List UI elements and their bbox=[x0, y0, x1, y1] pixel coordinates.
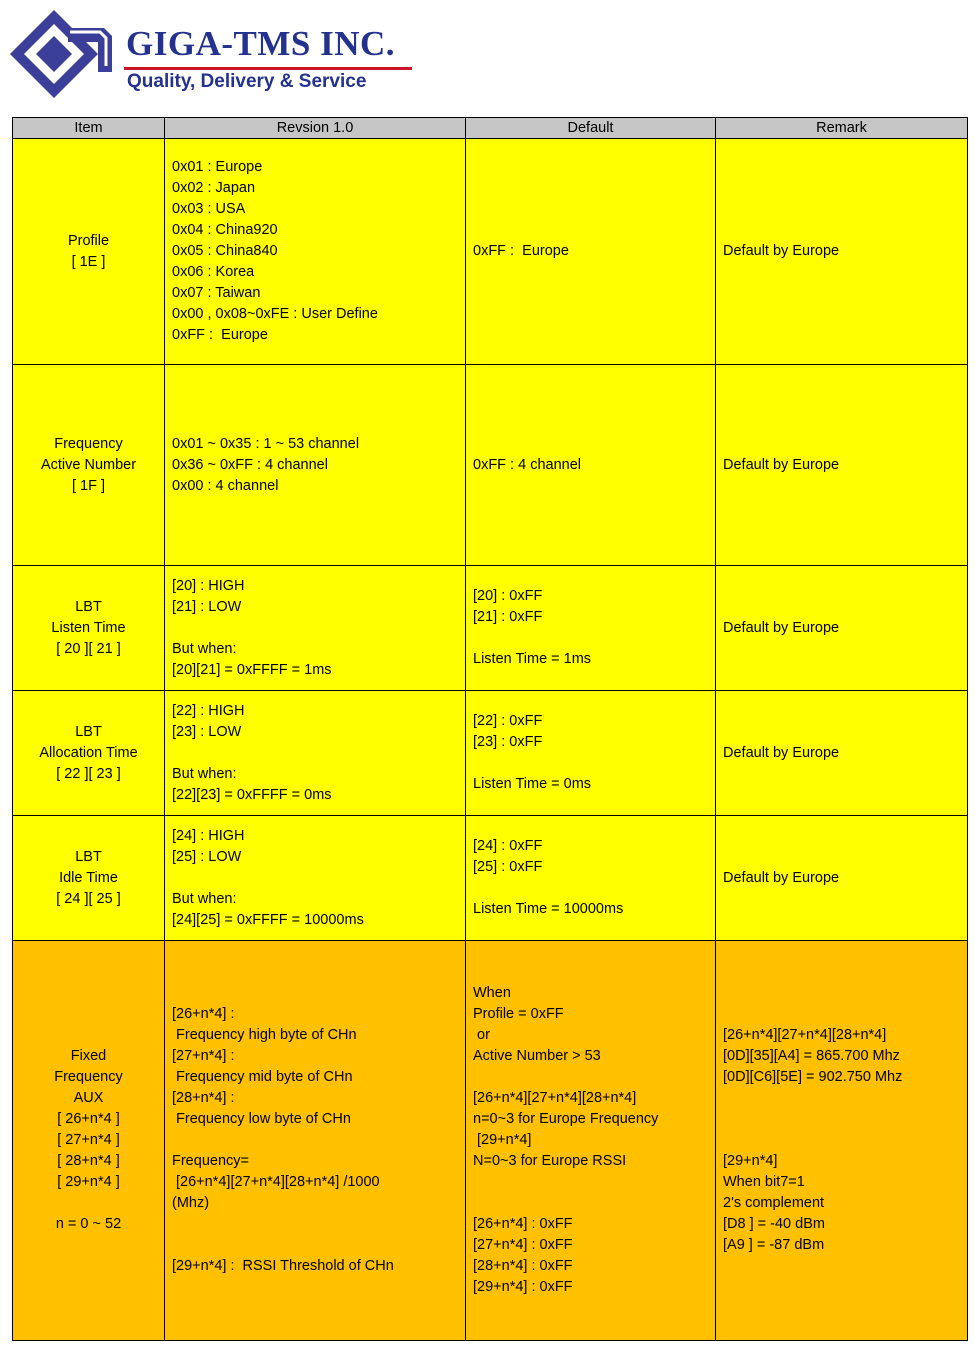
remark-text: Default by Europe bbox=[723, 243, 840, 259]
remark-text bbox=[723, 1088, 963, 1109]
default-text: [26+n*4] : 0xFF bbox=[473, 1216, 573, 1232]
item-cell bbox=[13, 365, 165, 566]
revision-text: Frequency= bbox=[172, 1153, 249, 1169]
default-text bbox=[473, 1193, 711, 1214]
table-header-row bbox=[13, 118, 968, 139]
item-text: [ 29+n*4 ] bbox=[57, 1174, 120, 1190]
revision-text bbox=[172, 743, 461, 764]
table-row-lbt-idle-time bbox=[13, 816, 968, 941]
default-text bbox=[473, 1067, 711, 1088]
revision-text: [24] : HIGH bbox=[172, 827, 245, 844]
default-cell bbox=[466, 365, 716, 566]
company-name: GIGA-TMS INC. bbox=[126, 24, 396, 63]
item-text: Frequency bbox=[54, 435, 123, 452]
revision-text: 0x05 : China840 bbox=[172, 243, 278, 259]
item-text: Profile bbox=[67, 232, 110, 249]
remark-cell bbox=[716, 566, 968, 691]
company-header bbox=[8, 4, 428, 100]
col-header-default: Default bbox=[466, 118, 716, 139]
default-text: n=0~3 for Europe Frequency bbox=[473, 1111, 659, 1127]
revision-text: But when: bbox=[172, 640, 237, 657]
remark-text: [D8 ] = -40 dBm bbox=[723, 1216, 825, 1232]
revision-text: 0x01 ~ 0x35 : 1 ~ 53 channel bbox=[172, 435, 360, 452]
table-row-profile bbox=[13, 139, 968, 365]
item-cell bbox=[13, 566, 165, 691]
revision-text bbox=[172, 1214, 461, 1235]
remark-text: [0D][C6][5E] = 902.750 Mhz bbox=[723, 1069, 903, 1085]
remark-cell bbox=[716, 941, 968, 1341]
remark-text: Default by Europe bbox=[723, 744, 840, 761]
default-text: [29+n*4] : 0xFF bbox=[473, 1279, 573, 1295]
item-text: Frequency bbox=[54, 1069, 123, 1085]
item-text: LBT bbox=[75, 848, 102, 865]
item-text: Active Number bbox=[40, 456, 137, 473]
default-text: [20] : 0xFF bbox=[473, 588, 543, 604]
item-text bbox=[13, 1193, 164, 1214]
revision-text: [26+n*4] : bbox=[172, 1006, 235, 1022]
revision-text: Frequency mid byte of CHn bbox=[172, 1069, 353, 1085]
default-text bbox=[473, 878, 711, 899]
revision-text bbox=[172, 1130, 461, 1151]
company-tagline: Quality, Delivery & Service bbox=[127, 71, 367, 92]
default-text: When bbox=[473, 985, 511, 1001]
default-text bbox=[473, 1172, 711, 1193]
item-text: [ 26+n*4 ] bbox=[57, 1111, 120, 1127]
revision-text: [25] : LOW bbox=[172, 848, 242, 865]
revision-text: 0x00 : 4 channel bbox=[172, 477, 279, 494]
revision-cell bbox=[165, 816, 466, 941]
remark-text: Default by Europe bbox=[723, 869, 840, 886]
revision-text: [26+n*4][27+n*4][28+n*4] /1000 bbox=[172, 1174, 380, 1190]
remark-text bbox=[723, 1109, 963, 1130]
item-cell bbox=[13, 941, 165, 1341]
default-text: 0xFF : Europe bbox=[473, 243, 569, 259]
revision-text: 0x07 : Taiwan bbox=[172, 285, 261, 301]
default-text: or bbox=[473, 1027, 490, 1043]
default-text: [23] : 0xFF bbox=[473, 734, 543, 750]
item-text: [ 1E ] bbox=[71, 253, 106, 270]
revision-text: [22][23] = 0xFFFF = 0ms bbox=[172, 786, 332, 803]
remark-text: [A9 ] = -87 dBm bbox=[723, 1237, 825, 1253]
revision-text: Frequency high byte of CHn bbox=[172, 1027, 357, 1043]
default-text: [27+n*4] : 0xFF bbox=[473, 1237, 573, 1253]
item-text: [ 1F ] bbox=[71, 477, 106, 494]
revision-text: [21] : LOW bbox=[172, 598, 242, 615]
register-spec-table bbox=[12, 117, 968, 1341]
default-text: [25] : 0xFF bbox=[473, 859, 543, 875]
item-text: [ 22 ][ 23 ] bbox=[56, 765, 121, 782]
item-text: LBT bbox=[75, 598, 102, 615]
revision-text: [20][21] = 0xFFFF = 1ms bbox=[172, 661, 332, 678]
remark-text: Default by Europe bbox=[723, 456, 840, 473]
revision-text: 0x06 : Korea bbox=[172, 264, 255, 280]
remark-text: [29+n*4] bbox=[723, 1153, 778, 1169]
default-text: [28+n*4] : 0xFF bbox=[473, 1258, 573, 1274]
brand-divider bbox=[124, 67, 412, 70]
col-header-item: Item bbox=[13, 118, 165, 139]
default-text: N=0~3 for Europe RSSI bbox=[473, 1153, 627, 1169]
revision-text: (Mhz) bbox=[172, 1195, 210, 1211]
item-text: n = 0 ~ 52 bbox=[55, 1216, 122, 1232]
default-cell bbox=[466, 566, 716, 691]
revision-text: [27+n*4] : bbox=[172, 1048, 235, 1064]
revision-cell bbox=[165, 691, 466, 816]
revision-cell bbox=[165, 566, 466, 691]
revision-cell bbox=[165, 365, 466, 566]
table-row-frequency-active-number bbox=[13, 365, 968, 566]
company-logo-icon bbox=[8, 8, 118, 98]
remark-cell bbox=[716, 691, 968, 816]
revision-text: 0x36 ~ 0xFF : 4 channel bbox=[172, 456, 328, 473]
revision-text: 0xFF : Europe bbox=[172, 327, 268, 343]
item-text: Listen Time bbox=[51, 619, 126, 636]
default-text: Listen Time = 1ms bbox=[473, 651, 592, 667]
revision-text: [23] : LOW bbox=[172, 723, 242, 740]
remark-text: [26+n*4][27+n*4][28+n*4] bbox=[723, 1027, 887, 1043]
revision-text: But when: bbox=[172, 890, 237, 907]
revision-cell bbox=[165, 941, 466, 1341]
default-cell bbox=[466, 139, 716, 365]
default-text: Profile = 0xFF bbox=[473, 1006, 564, 1022]
default-text: [22] : 0xFF bbox=[473, 713, 543, 729]
revision-text bbox=[172, 618, 461, 639]
default-text: [29+n*4] bbox=[473, 1132, 532, 1148]
remark-text: Default by Europe bbox=[723, 619, 840, 636]
table-row-lbt-allocation-time bbox=[13, 691, 968, 816]
remark-text bbox=[723, 1130, 963, 1151]
item-text: [ 24 ][ 25 ] bbox=[56, 890, 121, 907]
remark-text: [0D][35][A4] = 865.700 Mhz bbox=[723, 1048, 900, 1064]
revision-text: Frequency low byte of CHn bbox=[172, 1111, 351, 1127]
revision-text: 0x00 , 0x08~0xFE : User Define bbox=[172, 306, 378, 322]
col-header-remark: Remark bbox=[716, 118, 968, 139]
default-text bbox=[473, 753, 711, 774]
item-cell bbox=[13, 816, 165, 941]
default-cell bbox=[466, 691, 716, 816]
revision-text bbox=[172, 868, 461, 889]
default-text: [21] : 0xFF bbox=[473, 609, 543, 625]
remark-cell bbox=[716, 139, 968, 365]
revision-text: [24][25] = 0xFFFF = 10000ms bbox=[172, 911, 364, 928]
revision-text: 0x02 : Japan bbox=[172, 180, 256, 196]
default-text bbox=[473, 628, 711, 649]
revision-text: But when: bbox=[172, 765, 237, 782]
revision-text: [28+n*4] : bbox=[172, 1090, 235, 1106]
remark-cell bbox=[716, 816, 968, 941]
revision-text: 0x01 : Europe bbox=[172, 159, 263, 175]
table-row-fixed-frequency-aux bbox=[13, 941, 968, 1341]
remark-cell bbox=[716, 365, 968, 566]
item-text: [ 27+n*4 ] bbox=[57, 1132, 120, 1148]
default-text: Listen Time = 0ms bbox=[473, 776, 592, 792]
revision-text: [29+n*4] : RSSI Threshold of CHn bbox=[172, 1258, 394, 1274]
table-row-lbt-listen-time bbox=[13, 566, 968, 691]
revision-text: 0x03 : USA bbox=[172, 201, 246, 217]
default-cell bbox=[466, 816, 716, 941]
default-text: Listen Time = 10000ms bbox=[473, 901, 624, 917]
revision-cell bbox=[165, 139, 466, 365]
revision-text: [20] : HIGH bbox=[172, 577, 245, 594]
item-text: [ 20 ][ 21 ] bbox=[56, 640, 121, 657]
item-cell bbox=[13, 139, 165, 365]
item-text: AUX bbox=[73, 1090, 104, 1106]
revision-text: 0x04 : China920 bbox=[172, 222, 278, 238]
default-text: [26+n*4][27+n*4][28+n*4] bbox=[473, 1090, 637, 1106]
remark-text: 2's complement bbox=[723, 1195, 825, 1211]
item-text: Fixed bbox=[70, 1048, 107, 1064]
revision-text: [22] : HIGH bbox=[172, 702, 245, 719]
col-header-revision: Revsion 1.0 bbox=[165, 118, 466, 139]
item-cell bbox=[13, 691, 165, 816]
item-text: Idle Time bbox=[59, 869, 118, 886]
item-text: Allocation Time bbox=[39, 744, 138, 761]
default-cell bbox=[466, 941, 716, 1341]
remark-text: When bit7=1 bbox=[723, 1174, 805, 1190]
item-text: LBT bbox=[75, 723, 102, 740]
revision-text bbox=[172, 1235, 461, 1256]
item-text: [ 28+n*4 ] bbox=[57, 1153, 120, 1169]
default-text: Active Number > 53 bbox=[473, 1048, 601, 1064]
default-text: 0xFF : 4 channel bbox=[473, 456, 581, 473]
default-text: [24] : 0xFF bbox=[473, 838, 543, 854]
